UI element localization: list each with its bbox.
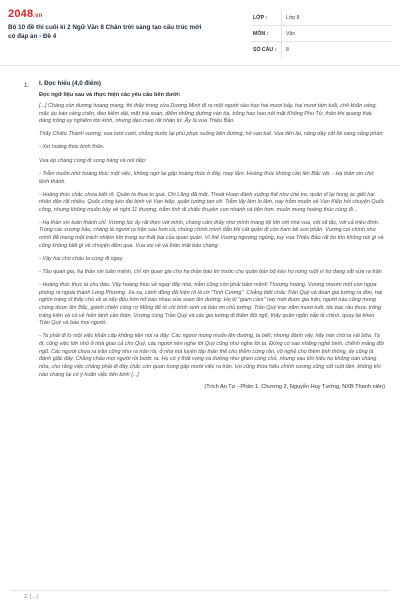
site-logo[interactable] bbox=[8, 8, 43, 20]
meta-row-count bbox=[251, 42, 392, 58]
question-content bbox=[39, 80, 385, 390]
source-citation: (Trích An Tư - Phần 1, Chương 2, Nguyễn Huy Tưởng, NXB Thanh niên) bbox=[204, 384, 385, 391]
meta-separator bbox=[281, 26, 282, 42]
logo-suffix: .vn bbox=[33, 13, 43, 19]
section-title: I. Đọc hiểu (4,0 điểm) bbox=[39, 80, 101, 87]
meta-key: MÔN : bbox=[253, 30, 269, 37]
passage-paragraph: - Trẫm muốn nhờ hoàng thúc một việc, không ngờ lại gặp hoàng thúc ở đây, may lắm. Hoàng thúc không cần lên Bắc vội. - Hạ thần xin chờ lệnh thánh. bbox=[39, 171, 374, 185]
meta-key: SỐ CÂU : bbox=[253, 47, 277, 53]
passage-paragraph: - Xin hoàng thúc bình thân. bbox=[39, 143, 105, 150]
meta-key: LỚP : bbox=[253, 14, 268, 21]
passage-paragraph: - Ta phải đi lo một việc khẩn cấp không tiện nói ra đây. Các ngươi mong muốn lên đường, ta biết, nhưng đành vậy, hãy nán chờ ta vài bữa. Ta đi, cũng việc lớn nhỏ ở nhà giao cả cho Quý, các ngươi nên nghe lời Quý cũng như nghe lời ta. Đừng có sao nhãng nghề binh, chểnh mảng đội ngũ. Các ngươi chưa ra trận cũng như ra trận rồi, ở nhà mà luyện tập thân thể cho thêm cứng rắn, võ nghệ cho thêm tinh thông, ấy cũng là đánh giặc đấy. Chẳng cháo mọi người rồi bước ra. Họ có ý thất vọng và dường như ghen cùng chủ, nhưng sau khi hiểu họ không oán chàng nữa, cho rằng việc chàng phải đi đây chắc còn quan trọng gấp mười việc ra trận. Họ cũng thừa hiểu chính vương cũng sốt ruột lắm, không khi nào chàng lại có ý hoãn việc tiến binh [...] bbox=[39, 333, 384, 378]
passage-paragraph: [...] Chàng còn đương hoang mang, thì thấy trong cửa Dương Minh đi ra một người vào trạc hai mươi bảy, hai mươi tám tuổi, chít khăn vàng, mặc áo bào vàng chẽn, đeo kiếm dài, mặt trái xoan, điểm những đường vàn tía, trông hao hao nét mặt Khống Phu Tử, thân khi quang thái, dáng trông uy nghiêm tôn kính, nhưng đạo mạo rất nhận từ. Ấy là vua Thiệu Bảo. bbox=[39, 103, 378, 125]
passage-paragraph: - Vậy hai chú cháu ta cùng đi ngay. bbox=[39, 255, 124, 262]
meta-table bbox=[251, 10, 392, 58]
meta-row-class bbox=[251, 10, 392, 26]
logo-main: 2048 bbox=[8, 8, 34, 20]
passage-paragraph: - Tâu quan gia, hạ thần xin tuân mệnh, chỉ xin quan gia cho hạ thần báo tin trước cho quân bản bộ kéo họ nóng ruột vì họ đang sắt sửa ra trận. bbox=[39, 269, 384, 276]
meta-value: Văn bbox=[286, 30, 296, 37]
next-question-hint: 2. [...] bbox=[24, 594, 38, 600]
meta-separator bbox=[281, 10, 282, 26]
meta-value: Lớp 8 bbox=[286, 14, 300, 21]
passage-paragraph: - Hoàng thúc chắc chưa biết rõ. Quân ta thua to quá. Chi Lăng đã mất, Thoát Hoan đánh xuống thế như chẻ tre, quân sĩ lại hung ác giết hại nhân dân rất nhiều. Quốc công kéo đại binh về Vạn kiếp, quân tướng tan vỡ. Trẫm lấy làm lo lắm, nay trẫm muốn về Vạn Kiếp hỏi chuyện Quốc công, nhưng không muốn bày về nghỉ 11 thượng, trẫm tính đi chiếc thuyền con nhanh và tiện hơn, muốn mong hoàng thúc cùng đi... bbox=[39, 191, 385, 214]
page-header bbox=[0, 0, 400, 66]
question-number: 1. bbox=[24, 82, 30, 89]
passage-paragraph: Thấy Chiêu Thành vương, vua tươi cười, chẳng bước lại phủ phục xuống bên đường, hồ vạn tuế. Vua tiến lại, nâng dậy cất lời sang sảng phán: bbox=[39, 131, 384, 138]
meta-value: 8 bbox=[286, 47, 289, 53]
passage-paragraph: - Hoàng thúc thực là chu đáo. Vậy hoàng thúc về ngay đây nhé, trẫm cũng còn phải bảm mệnh Thượng hoàng. Vương mươm một con ngựa phóng ra ngoài thành Long Phương. Xa xa, cánh đồng đã hiện rõ là cờ "Tinh Cương". Chẳng biết chắc Trần Quý và đoàn gia tướng ra đón, hai nghìn tráng sĩ thấy chủ về ai nấy đều hớn hở báo nhau sửa soạn lên đường. Họ bị "giam cầm" nay mới được gia trận, người nào cũng mong chóng được lên Bắc, giành chiến công rợ Mông để tỏ chí bình sinh và báo ơn chủ tướng. Trần Quý trạc năm mươi tuổi, tóc bạc râu thưa, trông tráng kiện và có vẻ hiền lành cần thận. Vương cùng Trần Quý và các gia tướng đi thăm đội ngũ, thấy quân ngăn nắp tề chỉnh, quay lại khen Trần Quý và bảo mọi người: bbox=[39, 281, 383, 327]
meta-row-subject bbox=[251, 26, 392, 42]
divider bbox=[10, 590, 390, 591]
passage-paragraph: - Hạ thần xin tuân thánh chỉ. Vương lúc ấy rất thèn với mình, chàng cảm thấy như mình mang tội lớn với nhà vua, với xã tắc, với cả triều đình. Trong các vương hầu, chàng là người ra trận sau hơn cả, chúng chính mình dẫn khi cất quân đi còn ham bê son phần. Vương coi chính như mình đã mang một trách nhiệm lớn trong sự thất bại của quan quân. Vì thế Vương ngượng ngùng, tuy vua Thiệu Bảo rất ôn tồn không nói gì và cũng không biết gì về chuyện đêm qua. Vua vui vẻ và thân mật bảo chàng: bbox=[39, 219, 384, 249]
document-title: Bộ 10 đề thi cuối kì 2 Ngữ Văn 8 Chân trời sáng tạo cấu trúc mới có đáp án - Đề 4 bbox=[8, 24, 202, 40]
instruction-text: Đọc ngữ liệu sau và thực hiện các yêu cầu bên dưới: bbox=[39, 92, 181, 98]
passage-paragraph: Vua ép chàng cùng đi song hàng và nói tiếp: bbox=[39, 157, 147, 164]
meta-separator bbox=[281, 42, 282, 58]
